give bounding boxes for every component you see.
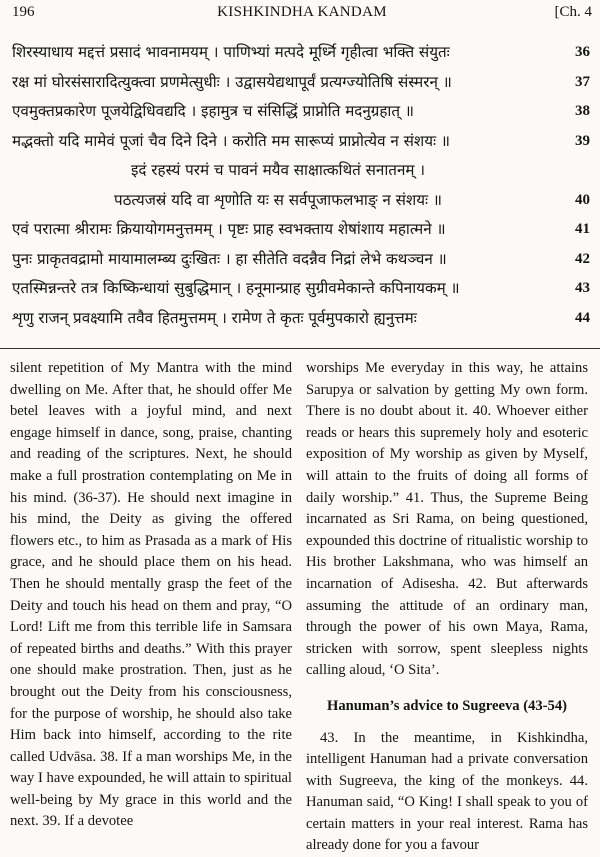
sanskrit-verses (12, 38, 590, 333)
verse-number: 37 (550, 68, 590, 98)
book-title: KISHKINDHA KANDAM (12, 4, 592, 21)
verse-line (12, 38, 590, 68)
verse-number: 41 (550, 215, 590, 245)
section-heading: Hanuman’s advice to Sugreeva (43-54) (306, 696, 588, 718)
verse-line (12, 127, 590, 157)
verse-number: 39 (550, 127, 590, 157)
section-divider (0, 348, 600, 349)
verse-text: पठत्यजस्रं यदि वा शृणोति यः स सर्वपूजाफलभाङ् न संशयः ॥ (12, 186, 544, 216)
verse-text: इदं रहस्यं परमं च पावनं मयैव साक्षात्कथितं सनातनम् । (12, 156, 544, 186)
verse-text: पुनः प्राकृतवद्रामो मायामालम्ब्य दुःखितः । हा सीतेति वदन्नैव निद्रां लेभे कथञ्चन ॥ (12, 245, 544, 275)
verse-text: रक्ष मां घोरसंसारादित्युक्त्वा प्रणमेत्सुधीः । उद्वासयेद्यथापूर्वं प्रत्यग्ज्योतिषि संस्मरन् ॥ (12, 68, 544, 98)
verse-line (12, 186, 590, 216)
verse-text: एतस्मिन्नन्तरे तत्र किष्किन्धायां सुबुद्धिमान् । हनूमान्प्राह सुग्रीवमेकान्ते कपिनायकम् ॥ (12, 274, 544, 304)
verse-line (12, 68, 590, 98)
verse-number: 44 (550, 304, 590, 334)
verse-line (12, 245, 590, 275)
body-paragraph: worships Me everyday in this way, he attains Sarupya or salvation by getting My own form. There is no doubt about it. 40. Whoever either reads or hears this supremely holy and esoteric exposition of My worship as given by Myself, will attain to the fruits of doing all forms of daily worship.” 41. Thus, the Supreme Being incarnated as Sri Rama, on being questioned, expounded this doctrine of ritualistic worship to His brother Lakshmana, who was himself an incarnation of Adisesha. 42. But afterwards assuming the attitude of an ordinary man, through the power of his own Maya, Rama, stricken with sorrow, spent sleepless nights calling aloud, ‘O Sita’. (306, 358, 588, 682)
verse-number: 42 (550, 245, 590, 275)
body-paragraph: silent repetition of My Mantra with the mind dwelling on Me. After that, he should offer Me betel leaves with a joyful mind, and next engage himself in dance, song, praise, chanting and reading of the scriptures. Next, he should make a full prostration contemplating on Me in his mind. (36-37). He should next imagine in his mind, the Deity as giving the offered flowers etc., to him as Prasada as a mark of His grace, and he should place them on his head. Then he should mentally grasp the feet of the Deity and touch his head on them and pray, “O Lord! Lift me from this terrible life in Samsara of repeated births and deaths.” With this prayer one should make prostration. Then, just as he brought out the Deity from his consciousness, for the purpose of worship, he should also take Him back into himself, according to the rite called Udvāsa. 38. If a man worships Me, in the way I have expounded, he will attain to spiritual well-being by My grace in this world and the next. 39. If a devotee (10, 358, 292, 833)
translation-right-column (306, 358, 588, 857)
verse-text: मद्भक्तो यदि मामेवं पूजां चैव दिने दिने । करोति मम सारूप्यं प्राप्नोत्येव न संशयः ॥ (12, 127, 544, 157)
verse-text: शिरस्याधाय मद्दत्तं प्रसादं भावनामयम् । पाणिभ्यां मत्पदे मूर्ध्नि गृहीत्वा भक्ति संयुतः (12, 38, 544, 68)
verse-number: 40 (550, 186, 590, 216)
body-paragraph: 43. In the meantime, in Kishkindha, intelligent Hanuman had a private conversation with Sugreeva, the king of the monkeys. 44. Hanuman said, “O King! I shall speak to you of certain matters in your real interest. Rama has already done for you a favour (306, 728, 588, 857)
verse-text: एवं परात्मा श्रीरामः क्रियायोगमनुत्तमम् । पृष्टः प्राह स्वभक्ताय शेषांशाय महात्मने ॥ (12, 215, 544, 245)
verse-line (12, 304, 590, 334)
verse-text: एवमुक्तप्रकारेण पूजयेद्विधिवद्यदि । इहामुत्र च संसिद्धिं प्राप्नोति मदनुग्रहात् ॥ (12, 97, 544, 127)
verse-number: 38 (550, 97, 590, 127)
page-header (12, 4, 592, 26)
verse-line (12, 274, 590, 304)
verse-line (12, 156, 590, 186)
translation-left-column (10, 358, 292, 833)
verse-number: 43 (550, 274, 590, 304)
page-number: 196 (12, 4, 35, 21)
verse-line (12, 215, 590, 245)
verse-number: 36 (550, 38, 590, 68)
verse-line (12, 97, 590, 127)
chapter-label: [Ch. 4 (555, 4, 593, 21)
verse-text: शृणु राजन् प्रवक्ष्यामि तवैव हितमुत्तमम् । रामेण ते कृतः पूर्वमुपकारो ह्यनुत्तमः (12, 304, 544, 334)
